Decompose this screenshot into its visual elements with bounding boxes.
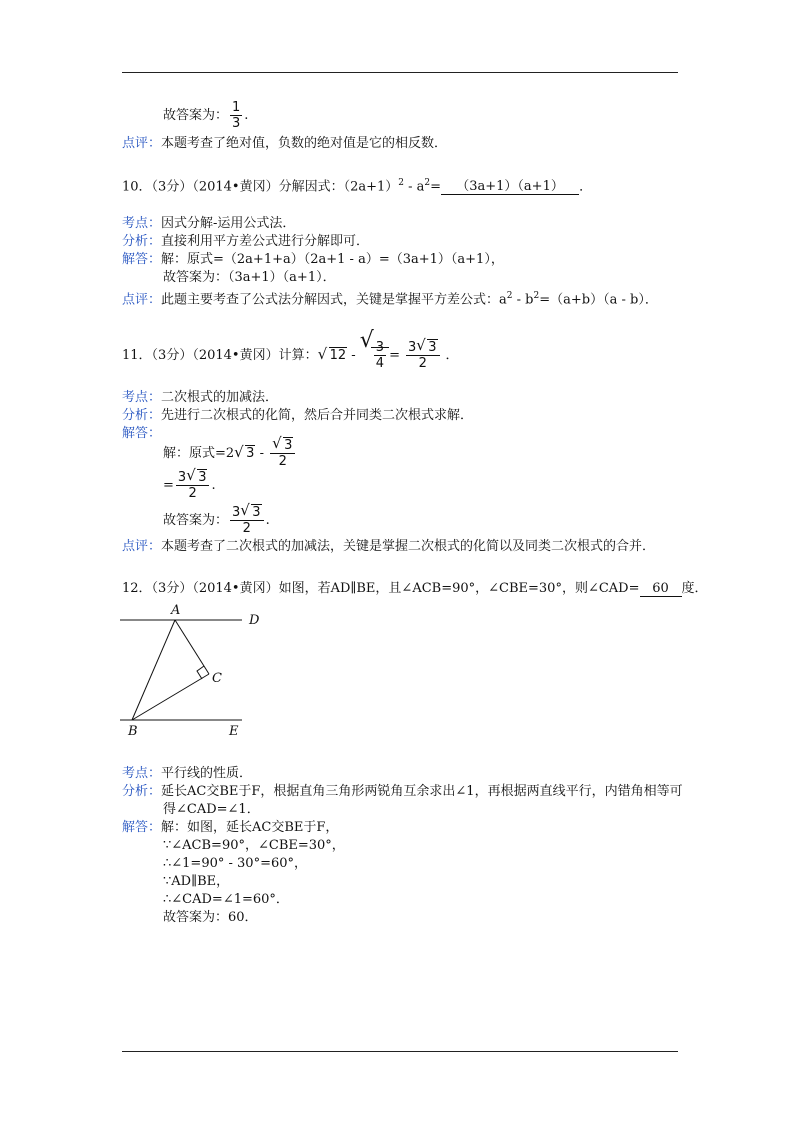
q9-answer: 故答案为： $\frac{1}{3}$ . [163,100,249,131]
q12-jieda: 解答：解：如图，延长AC交BE于F， [122,820,339,835]
q12-fenxi-line2: 得∠CAD=∠1． [163,802,260,817]
q10-jieda-line2: 故答案为：（3a+1）（a+1）． [163,270,336,285]
q11-jieda-tag: 解答： [122,426,162,441]
label-c: C [212,671,222,686]
label-b: B [128,724,138,738]
q11-jieda-line2: = 3 √ 3 2 . [163,466,216,501]
label-e: E [229,724,239,738]
q11-stem: 11．（3分）（2014•黄冈）计算： √ 12 - √ $\frac{3}{4}$ = 3 √ 3 2 ． [122,328,459,371]
q12-jieda-line6: 故答案为：60． [163,910,258,925]
label-a: A [171,603,181,618]
segment-bc [132,674,209,720]
label-d: D [249,613,260,628]
header-rule [122,72,678,73]
footer-rule [122,1051,678,1052]
segment-ab [132,620,175,720]
q10-jieda: 解答：解：原式=（2a+1+a）（2a+1 - a）=（3a+1）（a+1）， [122,252,504,267]
q11-answer-blank: 3 √ 3 2 [400,340,446,371]
q11-kaodian: 考点：二次根式的加减法． [122,390,279,405]
q9-answer-fraction: $\frac{1}{3}$ [232,100,241,131]
q12-jieda-line3: ∴∠1=90° - 30°=60°， [163,856,308,871]
q12-jieda-line2: ∵∠ACB=90°，∠CBE=30°， [163,838,345,853]
q12-jieda-line4: ∵AD∥BE， [163,874,230,889]
q12-kaodian: 考点：平行线的性质． [122,766,253,781]
q10-answer-blank: （3a+1）（a+1） [441,179,579,195]
q10-stem: 10．（3分）（2014•黄冈）分解因式：$(2a+1)^2 - a^2= (3a+1)(a+1)$ ． [122,178,593,195]
q12-answer-blank: 60 [640,581,682,597]
q11-fenxi: 分析：先进行二次根式的化简，然后合并同类二次根式求解． [122,408,474,423]
q10-fenxi: 分析：直接利用平方差公式进行分解即可． [122,234,370,249]
geometry-figure [118,602,278,738]
q10-kaodian: 考点：因式分解-运用公式法． [122,216,296,231]
q12-stem: 12．（3分）（2014•黄冈）如图，若AD∥BE，且∠ACB=90°，∠CBE=30°，则∠CAD= 60 度． [122,581,708,596]
q11-jieda-line1: 解：原式=2 √ 3 - √ 3 2 [163,438,297,469]
q11-dianping: 点评：本题考查了二次根式的加减法，关键是掌握二次根式的化简以及同类二次根式的合并． [122,539,656,554]
sqrt-3-over-4: √ $\frac{3}{4}$ [360,340,389,371]
q10-dianping: 点评：此题主要考查了公式法分解因式，关键是掌握平方差公式：$a^2 - b^2=(a+b)(a - b)$． [122,291,658,308]
q12-fenxi: 分析：延长AC交BE于F，根据直角三角形两锐角互余求出∠1，再根据两直线平行，内错角相等可 [122,784,683,799]
sqrt-12: √ 12 [317,345,347,363]
q12-jieda-line5: ∴∠CAD=∠1=60°． [163,892,289,907]
q9-comment: 点评：本题考查了绝对值，负数的绝对值是它的相反数． [122,136,448,151]
q11-jieda-line3: 故答案为： 3 √ 3 2 . [163,501,270,536]
